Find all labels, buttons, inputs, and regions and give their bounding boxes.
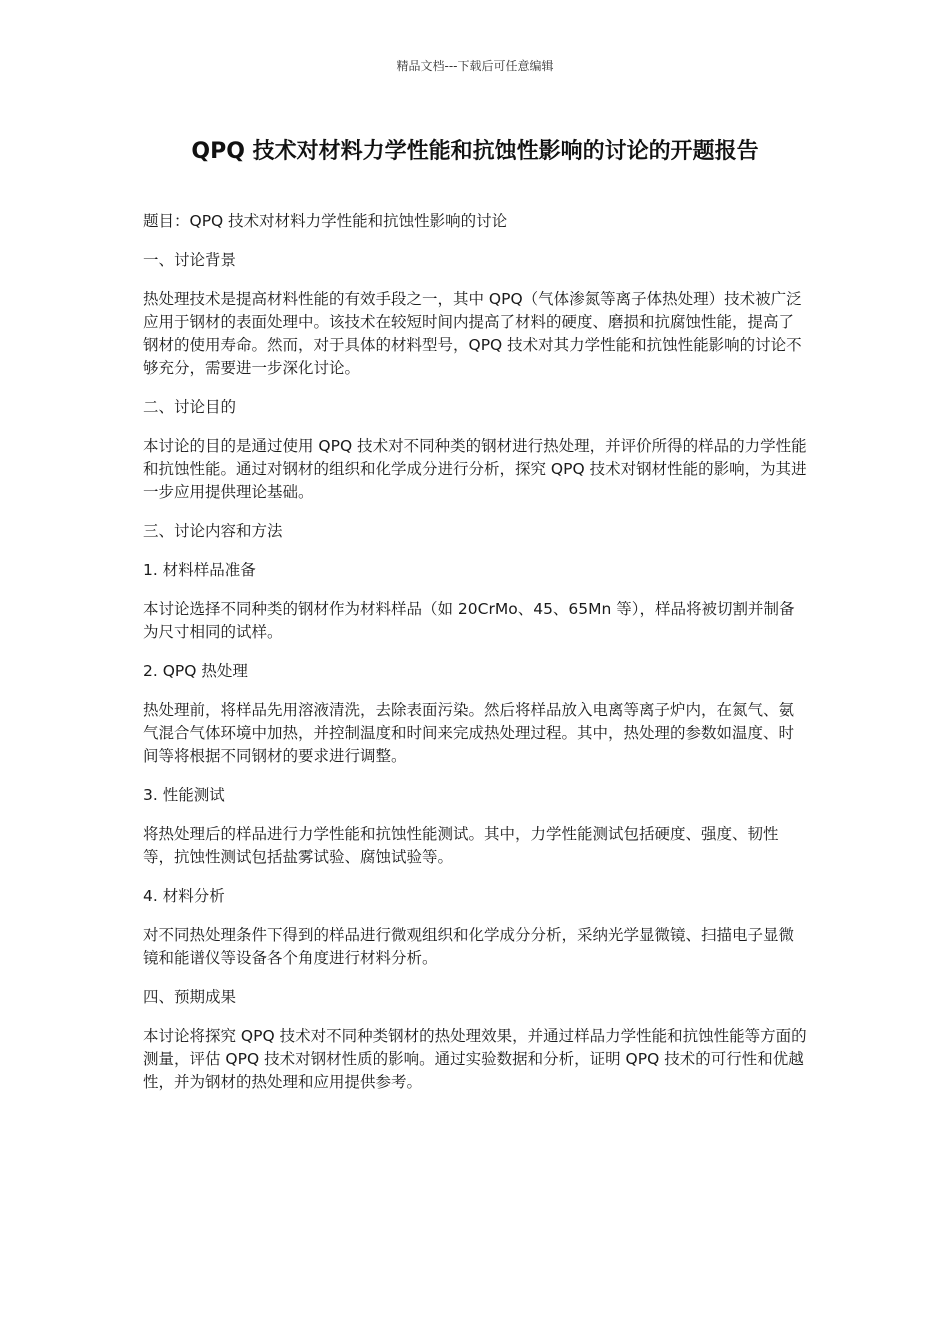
subheading-sample-preparation: 1. 材料样品准备 (143, 561, 256, 579)
section-heading-purpose: 二、讨论目的 (143, 398, 237, 416)
section-heading-expected-results: 四、预期成果 (143, 988, 237, 1006)
section-heading-background: 一、讨论背景 (143, 251, 237, 269)
paragraph-background: 热处理技术是提高材料性能的有效手段之一，其中 QPQ（气体渗氮等离子体热处理）技术被广泛应用于钢材的表面处理中。该技术在较短时间内提高了材料的硬度、磨损和抗腐蚀性能，提高了钢材的使用寿命。然而，对于具体的材料型号，QPQ 技术对其力学性能和抗蚀性能影响的讨论不够充分，需要进一步深化讨论。 (143, 290, 802, 377)
paragraph-material-analysis: 对不同热处理条件下得到的样品进行微观组织和化学成分分析，采纳光学显微镜、扫描电子显微镜和能谱仪等设备各个角度进行材料分析。 (143, 926, 795, 967)
paragraph-expected-results: 本讨论将探究 QPQ 技术对不同种类钢材的热处理效果，并通过样品力学性能和抗蚀性能等方面的测量，评估 QPQ 技术对钢材性质的影响。通过实验数据和分析，证明 QPQ 技术的可行性和优越性，并为钢材的热处理和应用提供参考。 (143, 1027, 807, 1091)
document-body (143, 210, 807, 1110)
paragraph-purpose: 本讨论的目的是通过使用 QPQ 技术对不同种类的钢材进行热处理，并评价所得的样品的力学性能和抗蚀性能。通过对钢材的组织和化学成分进行分析，探究 QPQ 技术对钢材性能的影响，为其进一步应用提供理论基础。 (143, 437, 807, 501)
section-heading-content-methods: 三、讨论内容和方法 (143, 522, 283, 540)
subheading-performance-test: 3. 性能测试 (143, 786, 225, 804)
subheading-qpq-treatment: 2. QPQ 热处理 (143, 662, 248, 680)
document-title: QPQ 技术对材料力学性能和抗蚀性影响的讨论的开题报告 (191, 139, 759, 164)
subheading-material-analysis: 4. 材料分析 (143, 887, 225, 905)
header-note: 精品文档---下载后可任意编辑 (396, 59, 554, 73)
paragraph-sample-preparation: 本讨论选择不同种类的钢材作为材料样品（如 20CrMo、45、65Mn 等），样品将被切割并制备为尺寸相同的试样。 (143, 600, 795, 641)
paragraph-qpq-treatment: 热处理前，将样品先用溶液清洗，去除表面污染。然后将样品放入电离等离子炉内，在氮气、氨气混合气体环境中加热，并控制温度和时间来完成热处理过程。其中，热处理的参数如温度、时间等将根据不同钢材的要求进行调整。 (143, 701, 795, 765)
paragraph-performance-test: 将热处理后的样品进行力学性能和抗蚀性能测试。其中，力学性能测试包括硬度、强度、韧性等，抗蚀性测试包括盐雾试验、腐蚀试验等。 (143, 825, 779, 866)
topic-line: 题目：QPQ 技术对材料力学性能和抗蚀性影响的讨论 (143, 212, 508, 230)
